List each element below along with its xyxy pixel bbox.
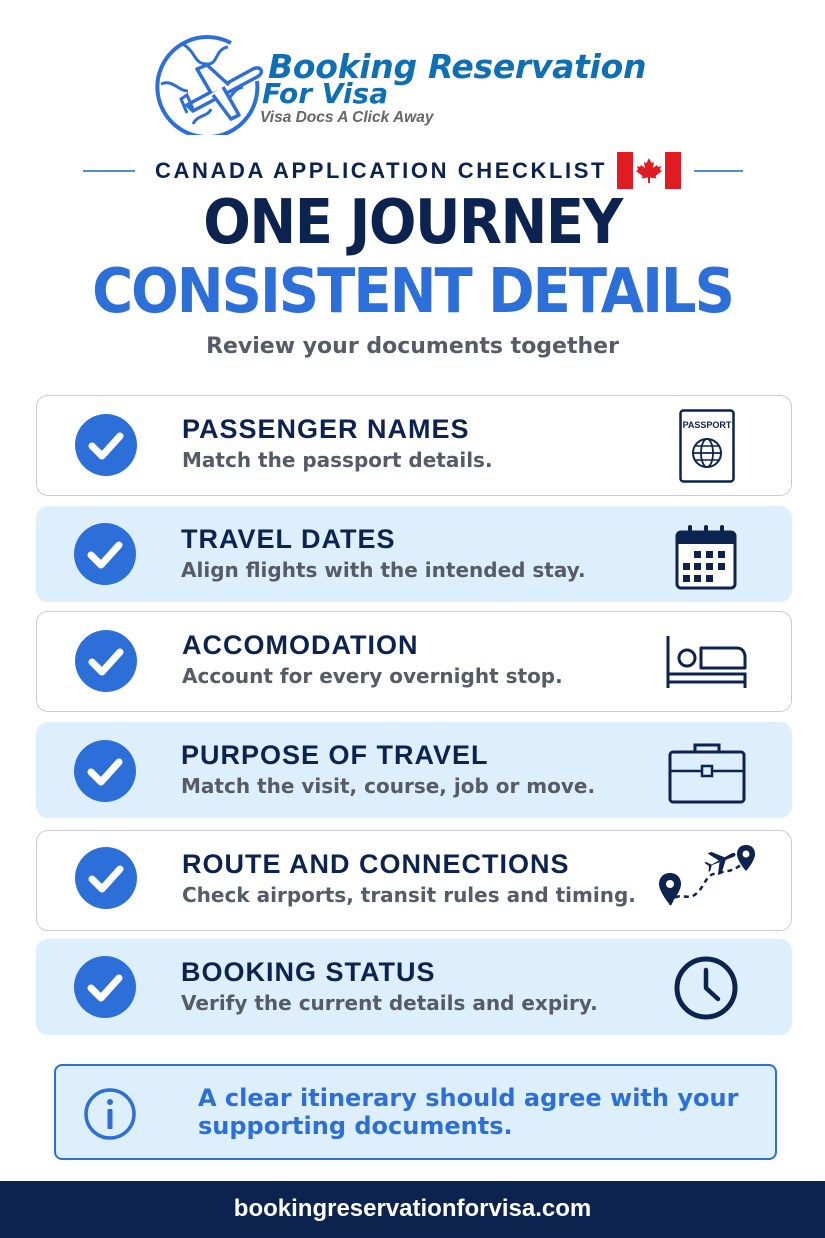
checklist-item-description: Match the visit, course, job or move. xyxy=(181,774,596,798)
headline-primary: ONE JOURNEY xyxy=(203,186,622,259)
calendar-icon xyxy=(674,524,738,595)
checkmark-icon xyxy=(74,740,136,802)
checklist-item-title: TRAVEL DATES xyxy=(181,524,396,554)
flight-route-icon xyxy=(657,843,757,918)
checklist-item-title: BOOKING STATUS xyxy=(181,957,436,987)
footer xyxy=(0,1181,825,1238)
checklist-title: CANADA APPLICATION CHECKLIST xyxy=(155,158,608,183)
checklist-item-purpose-of-travel xyxy=(36,722,792,818)
checklist-item-description: Align flights with the intended stay. xyxy=(181,558,586,582)
checkmark-icon xyxy=(75,414,137,476)
brand-tagline: Visa Docs A Click Away xyxy=(260,109,434,126)
checklist-item-title: PASSENGER NAMES xyxy=(182,414,470,444)
checklist-item-travel-dates xyxy=(36,506,792,602)
bed-icon xyxy=(665,634,749,695)
checklist-item-title: ACCOMODATION xyxy=(182,630,419,660)
checklist-item-title: ROUTE AND CONNECTIONS xyxy=(182,849,570,879)
divider-left xyxy=(83,170,135,172)
subheadline: Review your documents together xyxy=(206,334,619,359)
checklist-item-booking-status xyxy=(36,939,792,1035)
info-note xyxy=(54,1064,777,1160)
passport-label: PASSPORT xyxy=(682,420,732,430)
checkmark-icon xyxy=(75,630,137,692)
divider-right xyxy=(694,170,743,172)
briefcase-icon xyxy=(667,741,747,810)
footer-website-link[interactable]: bookingreservationforvisa.com xyxy=(233,1195,592,1222)
checklist-item-description: Account for every overnight stop. xyxy=(182,664,563,688)
passport-icon xyxy=(678,408,736,489)
info-note-text: A clear itinerary should agree with your supporting documents. xyxy=(198,1084,739,1140)
checklist-item-description: Match the passport details. xyxy=(182,448,493,472)
checklist-item-passenger-names xyxy=(36,395,792,496)
checkmark-icon xyxy=(74,523,136,585)
checklist-item-description: Verify the current details and expiry. xyxy=(181,991,598,1015)
headline-secondary: CONSISTENT DETAILS xyxy=(92,255,733,328)
checklist-item-route-and-connections xyxy=(36,830,792,931)
checkmark-icon xyxy=(74,956,136,1018)
brand-name-line2: For Visa xyxy=(262,77,389,110)
canada-flag-icon xyxy=(617,152,681,189)
checklist-item-description: Check airports, transit rules and timing. xyxy=(182,883,636,907)
checklist-item-accomodation xyxy=(36,611,792,712)
info-icon xyxy=(82,1086,138,1142)
clock-icon xyxy=(673,955,739,1026)
checklist-item-title: PURPOSE OF TRAVEL xyxy=(181,740,489,770)
brand-logo-icon xyxy=(153,29,263,135)
checkmark-icon xyxy=(75,847,137,909)
brand-name: Booking Reservation xyxy=(268,47,647,86)
